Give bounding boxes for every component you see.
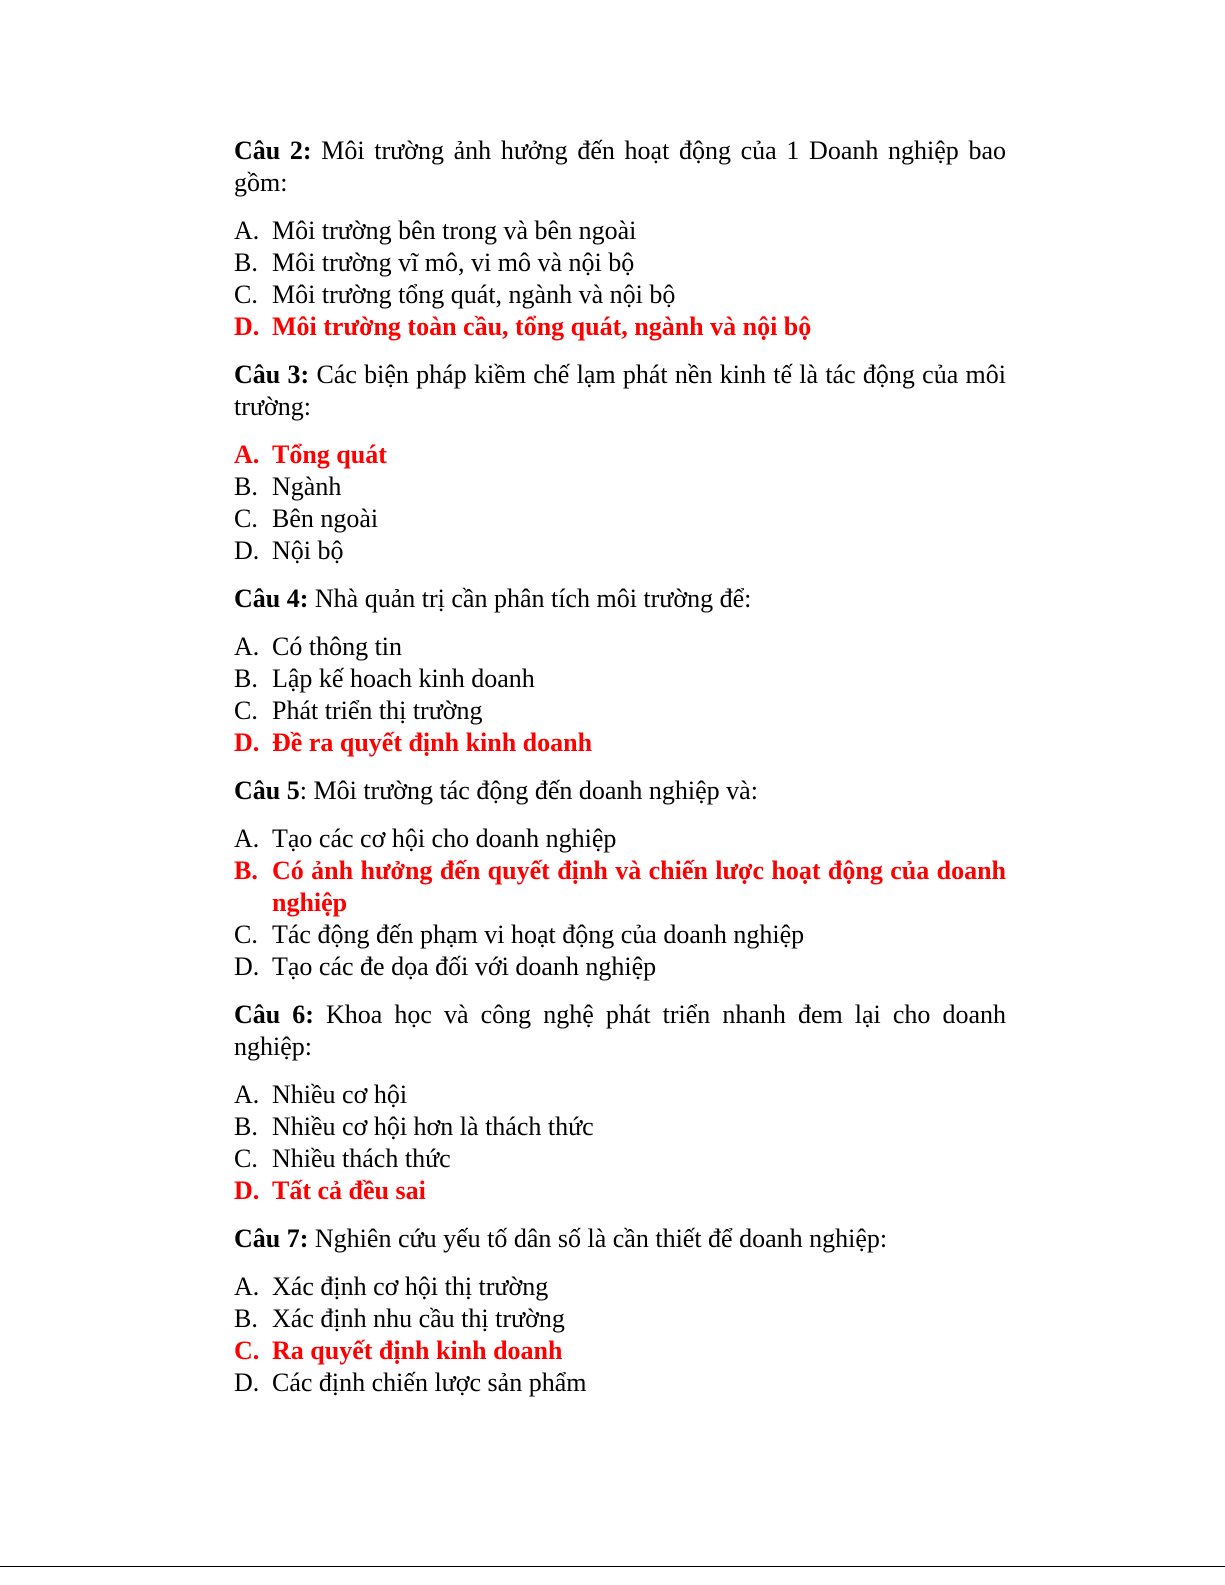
option-letter: B. [234, 1112, 258, 1141]
option-text: Tổng quát [272, 440, 387, 469]
option-c [234, 1143, 1006, 1175]
option-text: Xác định cơ hội thị trường [272, 1272, 549, 1301]
option-a-correct [234, 439, 1006, 471]
question-body: Nghiên cứu yếu tố dân số là cần thiết để doanh nghiệp: [308, 1224, 888, 1253]
option-letter: D. [234, 1368, 260, 1397]
option-d-correct [234, 727, 1006, 759]
option-text: Ngành [272, 472, 342, 501]
option-letter: D. [234, 728, 260, 757]
option-a [234, 1271, 1006, 1303]
document-page [234, 135, 1006, 1415]
option-b [234, 247, 1006, 279]
question-label: Câu 6: [234, 1000, 314, 1029]
option-text: Môi trường tổng quát, ngành và nội bộ [272, 280, 676, 309]
option-letter: A. [234, 1080, 260, 1109]
options-list [234, 1271, 1006, 1399]
option-d-correct [234, 1175, 1006, 1207]
options-list [234, 1079, 1006, 1207]
option-text: Môi trường bên trong và bên ngoài [272, 216, 637, 245]
page-bottom-rule [0, 1566, 1225, 1567]
option-text: Lập kế hoach kinh doanh [272, 664, 535, 693]
option-text: Bên ngoài [272, 504, 379, 533]
option-text: Có ảnh hưởng đến quyết định và chiến lược hoạt động của doanh nghiệp [272, 856, 1006, 917]
question-block [234, 583, 1006, 759]
option-b [234, 1303, 1006, 1335]
question-block [234, 135, 1006, 343]
option-b [234, 663, 1006, 695]
question-body: Khoa học và công nghệ phát triển nhanh đem lại cho doanh nghiệp: [234, 1000, 1006, 1061]
question-body: Các biện pháp kiềm chế lạm phát nền kinh tế là tác động của môi trường: [234, 360, 1006, 421]
option-b [234, 471, 1006, 503]
option-a [234, 631, 1006, 663]
option-text: Môi trường vĩ mô, vi mô và nội bộ [272, 248, 635, 277]
option-d [234, 535, 1006, 567]
option-letter: B. [234, 856, 258, 885]
option-letter: A. [234, 440, 260, 469]
question-label: Câu 3: [234, 360, 310, 389]
option-b-correct [234, 855, 1006, 919]
question-text [234, 775, 1006, 807]
options-list [234, 215, 1006, 343]
question-text [234, 1223, 1006, 1255]
option-letter: C. [234, 1336, 260, 1365]
question-body: Môi trường ảnh hưởng đến hoạt động của 1 Doanh nghiệp bao gồm: [234, 136, 1006, 197]
option-c [234, 503, 1006, 535]
option-text: Xác định nhu cầu thị trường [272, 1304, 565, 1333]
option-text: Nội bộ [272, 536, 344, 565]
option-text: Nhiều cơ hội [272, 1080, 408, 1109]
option-text: Phát triển thị trường [272, 696, 483, 725]
option-letter: A. [234, 216, 260, 245]
option-letter: B. [234, 1304, 258, 1333]
option-letter: B. [234, 664, 258, 693]
option-text: Nhiều thách thức [272, 1144, 451, 1173]
option-letter: C. [234, 920, 258, 949]
option-letter: D. [234, 1176, 260, 1205]
option-text: Đề ra quyết định kinh doanh [272, 728, 593, 757]
option-c [234, 279, 1006, 311]
options-list [234, 631, 1006, 759]
option-a [234, 1079, 1006, 1111]
question-label: Câu 5 [234, 776, 300, 805]
question-text [234, 583, 1006, 615]
question-text [234, 135, 1006, 199]
option-letter: A. [234, 824, 260, 853]
option-text: Tác động đến phạm vi hoạt động của doanh nghiệp [272, 920, 805, 949]
option-text: Nhiều cơ hội hơn là thách thức [272, 1112, 594, 1141]
question-block [234, 359, 1006, 567]
option-letter: C. [234, 1144, 258, 1173]
option-letter: C. [234, 504, 258, 533]
option-a [234, 823, 1006, 855]
option-text: Có thông tin [272, 632, 403, 661]
option-letter: A. [234, 632, 260, 661]
question-text [234, 359, 1006, 423]
option-letter: D. [234, 952, 260, 981]
option-letter: C. [234, 696, 258, 725]
option-d-correct [234, 311, 1006, 343]
question-label: Câu 4: [234, 584, 309, 613]
option-text: Tạo các cơ hội cho doanh nghiệp [272, 824, 617, 853]
option-letter: D. [234, 536, 260, 565]
question-label: Câu 2: [234, 136, 312, 165]
question-body: : Môi trường tác động đến doanh nghiệp và: [299, 776, 758, 805]
question-body: Nhà quản trị cần phân tích môi trường để: [308, 584, 752, 613]
option-a [234, 215, 1006, 247]
option-d [234, 1367, 1006, 1399]
option-letter: D. [234, 312, 260, 341]
option-c-correct [234, 1335, 1006, 1367]
question-text [234, 999, 1006, 1063]
question-block [234, 999, 1006, 1207]
option-letter: B. [234, 472, 258, 501]
option-letter: C. [234, 280, 258, 309]
option-text: Môi trường toàn cầu, tổng quát, ngành và nội bộ [272, 312, 812, 341]
option-letter: A. [234, 1272, 260, 1301]
question-block [234, 775, 1006, 983]
option-text: Ra quyết định kinh doanh [272, 1336, 563, 1365]
options-list [234, 823, 1006, 983]
option-text: Tạo các đe dọa đối với doanh nghiệp [272, 952, 657, 981]
option-letter: B. [234, 248, 258, 277]
option-b [234, 1111, 1006, 1143]
question-label: Câu 7: [234, 1224, 309, 1253]
question-block [234, 1223, 1006, 1399]
option-text: Các định chiến lược sản phẩm [272, 1368, 587, 1397]
option-c [234, 695, 1006, 727]
option-text: Tất cả đều sai [272, 1176, 426, 1205]
option-d [234, 951, 1006, 983]
option-c [234, 919, 1006, 951]
options-list [234, 439, 1006, 567]
